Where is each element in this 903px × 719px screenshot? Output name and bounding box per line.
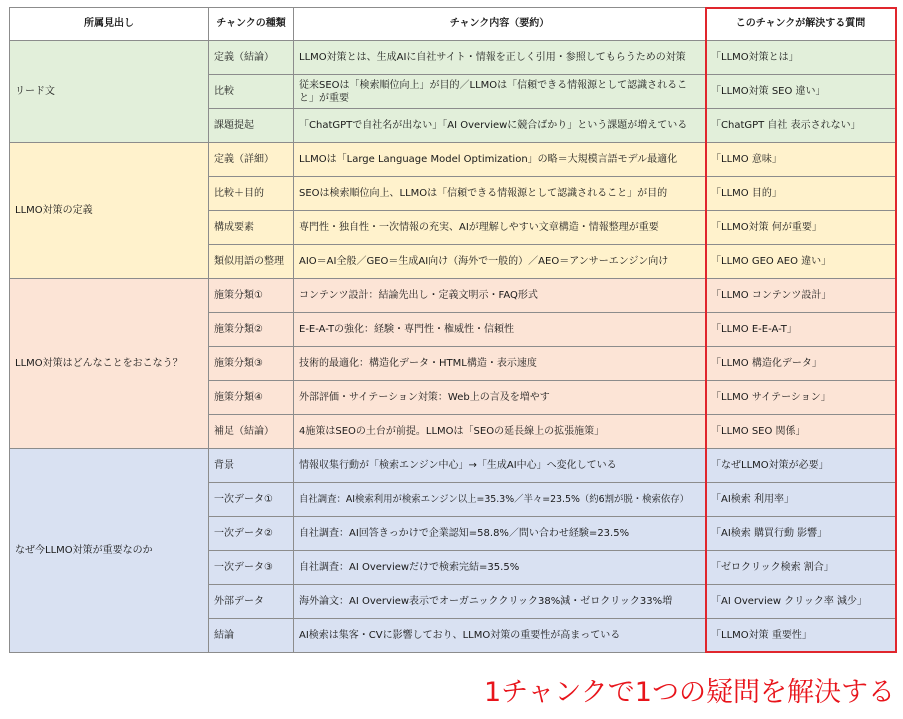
- chunk-type-cell: 比較＋目的: [209, 177, 294, 211]
- chunk-table: [9, 7, 896, 653]
- question-cell: 「なぜLLMO対策が必要」: [706, 449, 896, 483]
- chunk-content-cell: E-E-A-Tの強化：経験・専門性・権威性・信頼性: [294, 313, 706, 347]
- question-cell: 「LLMO コンテンツ設計」: [706, 279, 896, 313]
- question-cell: 「LLMO SEO 関係」: [706, 415, 896, 449]
- group-definition: [10, 143, 896, 279]
- question-cell: 「AI検索 利用率」: [706, 483, 896, 517]
- chunk-type-cell: 一次データ③: [209, 551, 294, 585]
- header-chunk-content: チャンク内容（要約）: [294, 8, 706, 41]
- table-row: [10, 143, 896, 177]
- question-cell: 「LLMO対策 重要性」: [706, 619, 896, 653]
- chunk-content-cell: 自社調査：AI Overviewだけで検索完結=35.5%: [294, 551, 706, 585]
- chunk-type-cell: 施策分類④: [209, 381, 294, 415]
- question-cell: 「LLMO サイテーション」: [706, 381, 896, 415]
- chunk-type-cell: 定義（詳細）: [209, 143, 294, 177]
- group-measures: [10, 279, 896, 449]
- chunk-content-cell: AI検索は集客・CVに影響しており、LLMO対策の重要性が高まっている: [294, 619, 706, 653]
- group-heading: なぜ今LLMO対策が重要なのか: [10, 449, 209, 653]
- chunk-content-cell: LLMO対策とは、生成AIに自社サイト・情報を正しく引用・参照してもらうための対策: [294, 41, 706, 75]
- chunk-type-cell: 一次データ②: [209, 517, 294, 551]
- chunk-type-cell: 一次データ①: [209, 483, 294, 517]
- chunk-type-cell: 施策分類②: [209, 313, 294, 347]
- question-cell: 「LLMO対策 SEO 違い」: [706, 75, 896, 109]
- chunk-content-cell: 情報収集行動が「検索エンジン中心」→「生成AI中心」へ変化している: [294, 449, 706, 483]
- chunk-type-cell: 構成要素: [209, 211, 294, 245]
- chunk-content-cell: SEOは検索順位向上、LLMOは「信頼できる情報源として認識されること」が目的: [294, 177, 706, 211]
- question-cell: 「LLMO 目的」: [706, 177, 896, 211]
- question-cell: 「AI検索 購買行動 影響」: [706, 517, 896, 551]
- table-row: [10, 449, 896, 483]
- chunk-type-cell: 比較: [209, 75, 294, 109]
- chunk-type-cell: 施策分類③: [209, 347, 294, 381]
- question-cell: 「LLMO対策とは」: [706, 41, 896, 75]
- group-heading: LLMO対策はどんなことをおこなう？: [10, 279, 209, 449]
- chunk-type-cell: 補足（結論）: [209, 415, 294, 449]
- group-why-important: [10, 449, 896, 653]
- group-heading: リード文: [10, 41, 209, 143]
- question-cell: 「LLMO 意味」: [706, 143, 896, 177]
- chunk-content-cell: AIO＝AI全般／GEO＝生成AI向け（海外で一般的）／AEO＝アンサーエンジン向け: [294, 245, 706, 279]
- header-question: このチャンクが解決する質問: [706, 8, 896, 41]
- question-cell: 「LLMO GEO AEO 違い」: [706, 245, 896, 279]
- table-row: [10, 279, 896, 313]
- question-cell: 「ゼロクリック検索 割合」: [706, 551, 896, 585]
- chunk-type-cell: 定義（結論）: [209, 41, 294, 75]
- question-cell: 「LLMO 構造化データ」: [706, 347, 896, 381]
- chunk-type-cell: 背景: [209, 449, 294, 483]
- chunk-content-cell: 自社調査：AI検索利用が検索エンジン以上=35.3%／半々=23.5%（約6割が脱・検索依存）: [294, 483, 706, 517]
- chunk-content-cell: 「ChatGPTで自社名が出ない」「AI Overviewに競合ばかり」という課題が増えている: [294, 109, 706, 143]
- question-cell: 「ChatGPT 自社 表示されない」: [706, 109, 896, 143]
- caption: 1チャンクで1つの疑問を解決する: [483, 677, 895, 708]
- chunk-type-cell: 結論: [209, 619, 294, 653]
- chunk-content-cell: 自社調査：AI回答きっかけで企業認知=58.8%／問い合わせ経験=23.5%: [294, 517, 706, 551]
- chunk-content-cell: 技術的最適化：構造化データ・HTML構造・表示速度: [294, 347, 706, 381]
- table-row: [10, 41, 896, 75]
- chunk-content-cell: LLMOは「Large Language Model Optimization」の略＝大規模言語モデル最適化: [294, 143, 706, 177]
- chunk-type-cell: 外部データ: [209, 585, 294, 619]
- group-lead: [10, 41, 896, 143]
- chunk-content-cell: 外部評価・サイテーション対策：Web上の言及を増やす: [294, 381, 706, 415]
- chunk-content-cell: 海外論文：AI Overview表示でオーガニッククリック38%減・ゼロクリック33%増: [294, 585, 706, 619]
- chunk-content-cell: 専門性・独自性・一次情報の充実、AIが理解しやすい文章構造・情報整理が重要: [294, 211, 706, 245]
- question-cell: 「AI Overview クリック率 減少」: [706, 585, 896, 619]
- group-heading: LLMO対策の定義: [10, 143, 209, 279]
- chunk-type-cell: 施策分類①: [209, 279, 294, 313]
- chunk-type-cell: 類似用語の整理: [209, 245, 294, 279]
- header-heading: 所属見出し: [10, 8, 209, 41]
- question-cell: 「LLMO E-E-A-T」: [706, 313, 896, 347]
- chunk-content-cell: コンテンツ設計：結論先出し・定義文明示・FAQ形式: [294, 279, 706, 313]
- chunk-type-cell: 課題提起: [209, 109, 294, 143]
- chunk-content-cell: 従来SEOは「検索順位向上」が目的／LLMOは「信頼できる情報源として認識されること」が重要: [294, 75, 706, 109]
- header-row: [10, 8, 896, 41]
- question-cell: 「LLMO対策 何が重要」: [706, 211, 896, 245]
- header-chunk-type: チャンクの種類: [209, 8, 294, 41]
- chunk-content-cell: 4施策はSEOの土台が前提。LLMOは「SEOの延長線上の拡張施策」: [294, 415, 706, 449]
